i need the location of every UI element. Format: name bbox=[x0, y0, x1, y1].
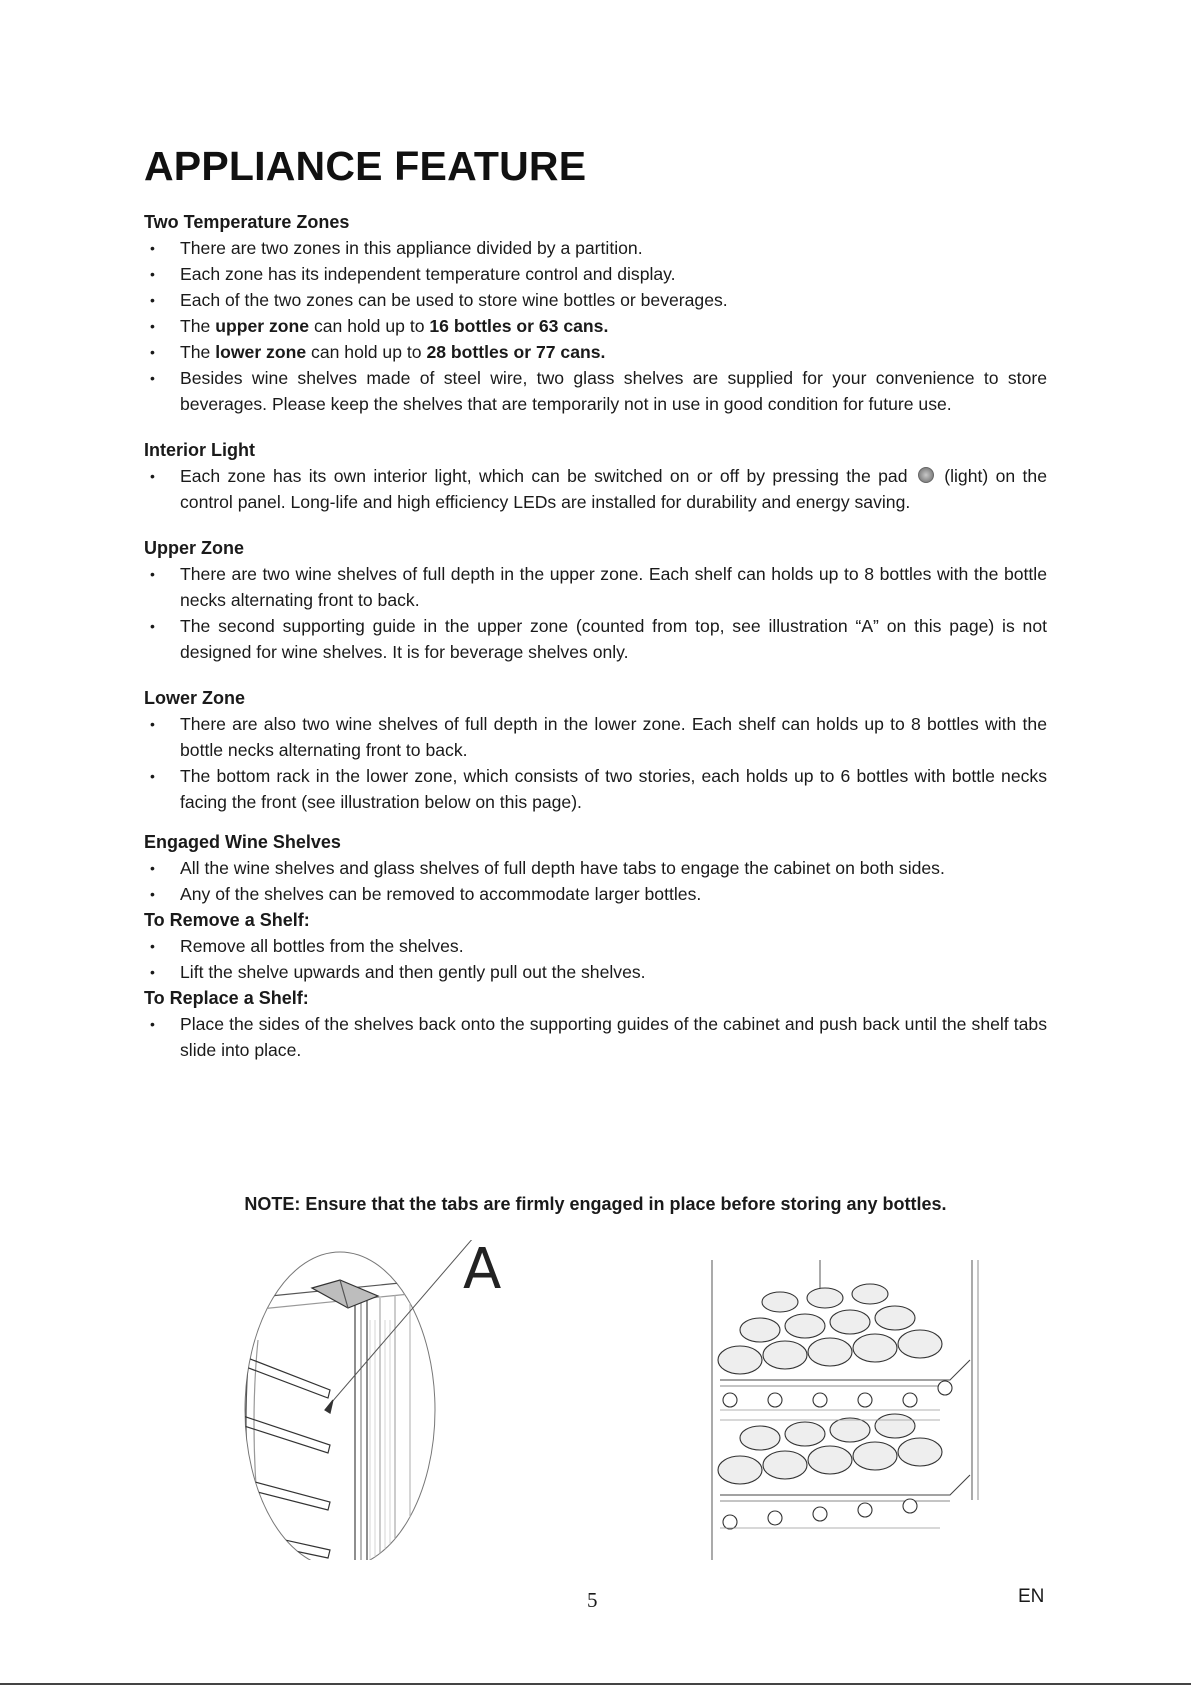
text: (light) on the control panel. Long-life and high efficiency LEDs are installed for durability and energy saving. bbox=[180, 466, 1047, 512]
emphasis-lower-zone: lower zone bbox=[215, 342, 307, 362]
section-heading-upper-zone: Upper Zone bbox=[144, 538, 245, 558]
illustration-a-shelf-guides bbox=[230, 1240, 560, 1560]
replace-shelf-list bbox=[144, 1011, 1047, 1063]
emphasis-lower-amount: 28 bottles or 77 cans. bbox=[426, 342, 606, 362]
list-item: • There are also two wine shelves of full depth in the lower zone. Each shelf can holds up to 8 bottles with the bottle necks alternating front to back. bbox=[144, 711, 1047, 763]
note-text: NOTE: Ensure that the tabs are firmly engaged in place before storing any bottles. bbox=[244, 1194, 947, 1214]
list-item: • Any of the shelves can be removed to accommodate larger bottles. bbox=[144, 881, 1047, 907]
list-item: • Place the sides of the shelves back onto the supporting guides of the cabinet and push back until the shelf tabs slide into place. bbox=[144, 1011, 1047, 1063]
list-item: • Each zone has its independent temperature control and display. bbox=[144, 261, 1047, 287]
page-title: APPLIANCE FEATURE bbox=[144, 143, 587, 189]
section-heading-interior-light: Interior Light bbox=[144, 440, 255, 460]
section-heading-engaged-shelves: Engaged Wine Shelves bbox=[144, 832, 341, 852]
remove-shelf-list bbox=[144, 933, 1047, 985]
list-item: • All the wine shelves and glass shelves of full depth have tabs to engage the cabinet on both sides. bbox=[144, 855, 1047, 881]
list-item: • There are two zones in this appliance divided by a partition. bbox=[144, 235, 1047, 261]
illustration-a-label: A bbox=[463, 1240, 502, 1302]
text: can hold up to bbox=[309, 316, 430, 336]
light-pad-icon bbox=[918, 467, 934, 483]
text: The bbox=[180, 316, 216, 336]
content-body bbox=[144, 209, 1047, 1063]
list-item-lower-capacity bbox=[144, 339, 1047, 365]
two-zones-list bbox=[144, 235, 1047, 417]
list-item: • Remove all bottles from the shelves. bbox=[144, 933, 1047, 959]
interior-light-list bbox=[144, 463, 1047, 515]
list-item-upper-capacity bbox=[144, 313, 1047, 339]
section-heading-remove-shelf: To Remove a Shelf: bbox=[144, 910, 310, 930]
page-number: 5 bbox=[587, 1588, 598, 1612]
language-code: EN bbox=[1018, 1586, 1045, 1607]
list-item: • Besides wine shelves made of steel wire, two glass shelves are supplied for your convenience to store beverages. Please keep the shelves that are temporarily not in use in good condition for future use. bbox=[144, 365, 1047, 417]
lower-zone-list bbox=[144, 711, 1047, 815]
list-item: • The bottom rack in the lower zone, which consists of two stories, each holds up to 6 bottles with bottle necks facing the front (see illustration below on this page). bbox=[144, 763, 1047, 815]
section-heading-lower-zone: Lower Zone bbox=[144, 688, 246, 708]
list-item-light bbox=[144, 463, 1047, 515]
emphasis-upper-amount: 16 bottles or 63 cans. bbox=[429, 316, 609, 336]
section-heading-replace-shelf: To Replace a Shelf: bbox=[144, 988, 309, 1008]
list-item: • There are two wine shelves of full depth in the upper zone. Each shelf can holds up to 8 bottles with the bottle necks alternating front to back. bbox=[144, 561, 1047, 613]
text: The bbox=[180, 342, 216, 362]
list-item: • The second supporting guide in the upper zone (counted from top, see illustration “A” on this page) is not designed for wine shelves. It is for beverage shelves only. bbox=[144, 613, 1047, 665]
illustration-bottom-rack bbox=[700, 1260, 990, 1560]
emphasis-upper-zone: upper zone bbox=[215, 316, 310, 336]
upper-zone-list bbox=[144, 561, 1047, 665]
engaged-shelves-list bbox=[144, 855, 1047, 907]
list-item: • Each of the two zones can be used to store wine bottles or beverages. bbox=[144, 287, 1047, 313]
text: Each zone has its own interior light, which can be switched on or off by pressing the pad bbox=[180, 466, 915, 486]
list-item: • Lift the shelve upwards and then gently pull out the shelves. bbox=[144, 959, 1047, 985]
section-heading-two-zones: Two Temperature Zones bbox=[144, 212, 350, 232]
text: can hold up to bbox=[306, 342, 427, 362]
